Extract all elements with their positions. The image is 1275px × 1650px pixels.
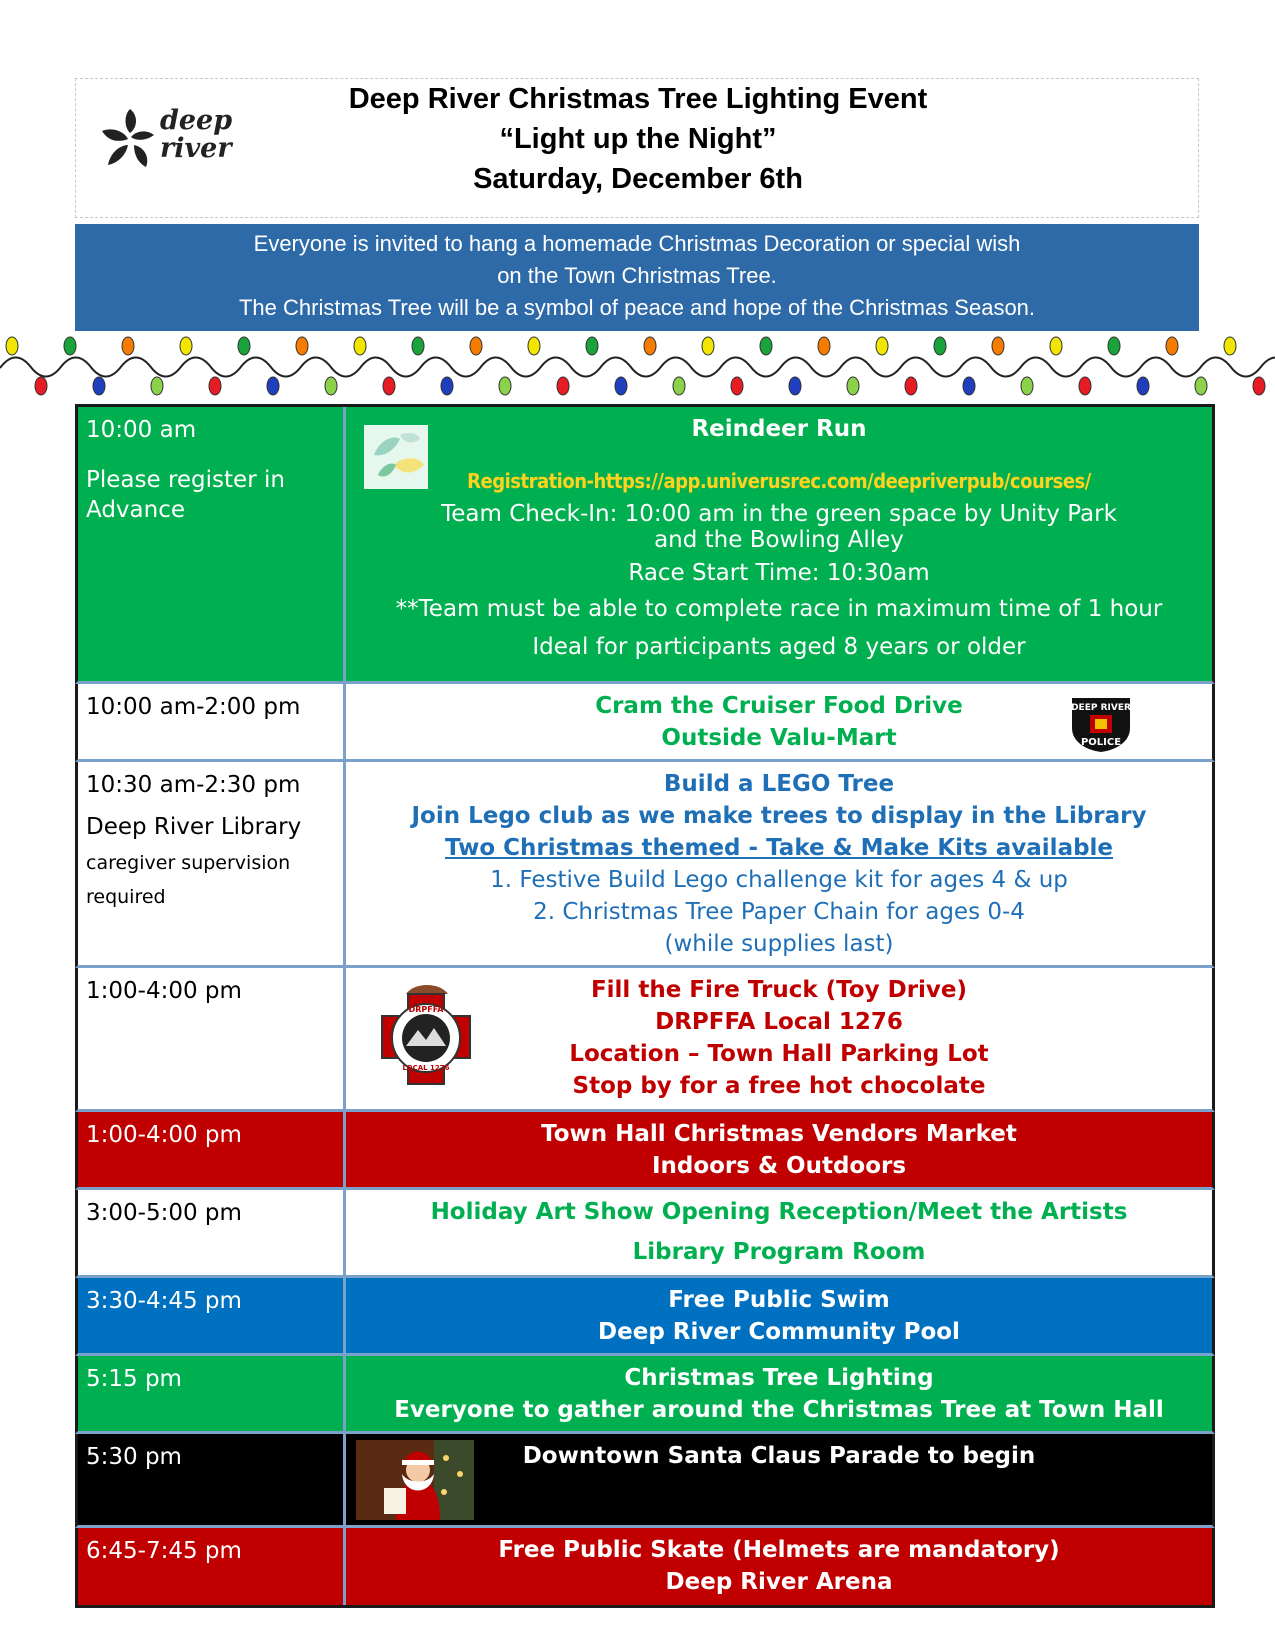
- time-cell: [78, 1434, 346, 1525]
- event-title: Fill the Fire Truck (Toy Drive): [590, 977, 968, 1003]
- light-bulb: [615, 377, 627, 395]
- event-cell: [346, 968, 1212, 1109]
- light-bulb: [1108, 337, 1120, 355]
- time-note-3: required: [86, 886, 166, 908]
- event-cell: [346, 1278, 1212, 1353]
- time-note: Deep River Library: [86, 814, 302, 840]
- event-title: Reindeer Run: [691, 416, 867, 442]
- event-detail-1: Everyone to gather around the Christmas Tree at Town Hall: [394, 1397, 1164, 1423]
- event-cell: [346, 1356, 1212, 1431]
- event-time: 3:00-5:00 pm: [86, 1200, 242, 1226]
- event-detail-5: Ideal for participants aged 8 years or older: [532, 634, 1026, 660]
- event-time: 10:00 am: [86, 417, 197, 443]
- light-bulb: [789, 377, 801, 395]
- light-bulb: [934, 337, 946, 355]
- time-cell: [78, 762, 346, 965]
- light-bulb: [238, 337, 250, 355]
- light-bulb: [1253, 377, 1265, 395]
- schedule-row-vendors-market: [75, 1112, 1215, 1190]
- logo-word-river: river: [160, 133, 232, 164]
- schedule-row-santa-parade: [75, 1434, 1215, 1528]
- event-title: Cram the Cruiser Food Drive: [595, 693, 963, 719]
- event-detail-4: **Team must be able to complete race in maximum time of 1 hour: [395, 596, 1163, 622]
- light-bulb: [876, 337, 888, 355]
- santa-claus-photo: [356, 1440, 474, 1520]
- schedule-row-lego-tree: [75, 762, 1215, 968]
- light-bulb: [35, 377, 47, 395]
- event-time: 5:15 pm: [86, 1366, 182, 1392]
- event-title: Town Hall Christmas Vendors Market: [541, 1121, 1017, 1147]
- logo-word-deep: deep: [160, 105, 233, 136]
- time-cell: [78, 1528, 346, 1605]
- event-time: 1:00-4:00 pm: [86, 1122, 242, 1148]
- event-title: Christmas Tree Lighting: [624, 1365, 934, 1391]
- event-cell: [346, 1190, 1212, 1275]
- time-cell: [78, 968, 346, 1109]
- schedule-row-public-skate: [75, 1528, 1215, 1608]
- schedule-row-fire-truck: [75, 968, 1215, 1112]
- light-bulb: [383, 377, 395, 395]
- firefighter-badge-icon: [370, 980, 482, 1096]
- time-cell: [78, 1190, 346, 1275]
- light-bulb: [412, 337, 424, 355]
- event-title: Free Public Skate (Helmets are mandatory): [498, 1537, 1060, 1563]
- light-bulb: [122, 337, 134, 355]
- light-bulb: [644, 337, 656, 355]
- event-detail-1: Library Program Room: [632, 1239, 926, 1265]
- event-detail-1: Indoors & Outdoors: [651, 1153, 907, 1179]
- time-note-2: caregiver supervision: [86, 852, 291, 874]
- leaf-logo-icon: [364, 425, 428, 489]
- light-bulb: [470, 337, 482, 355]
- event-detail-3: Race Start Time: 10:30am: [628, 560, 930, 586]
- light-bulb: [296, 337, 308, 355]
- light-bulb: [557, 377, 569, 395]
- event-title: Holiday Art Show Opening Reception/Meet the Artists: [430, 1199, 1128, 1225]
- light-bulb: [586, 337, 598, 355]
- event-detail-5: (while supplies last): [664, 931, 894, 957]
- banner-line-3: The Christmas Tree will be a symbol of peace and hope of the Christmas Season.: [238, 295, 1036, 320]
- event-time: 6:45-7:45 pm: [86, 1538, 242, 1564]
- event-cell: [346, 407, 1212, 681]
- banner-line-1: Everyone is invited to hang a homemade Christmas Decoration or special wish: [253, 231, 1021, 256]
- light-bulb: [499, 377, 511, 395]
- light-bulb: [180, 337, 192, 355]
- event-cell: [346, 1434, 1212, 1525]
- event-tagline: “Light up the Night”: [499, 123, 777, 155]
- light-bulb: [1021, 377, 1033, 395]
- event-detail-3: Stop by for a free hot chocolate: [572, 1073, 986, 1099]
- time-cell: [78, 407, 346, 681]
- event-detail-3: 1. Festive Build Lego challenge kit for ages 4 & up: [490, 867, 1068, 893]
- event-cell: [346, 684, 1212, 759]
- event-detail-4: 2. Christmas Tree Paper Chain for ages 0-4: [533, 899, 1025, 925]
- police-badge-icon: [1068, 688, 1134, 754]
- event-time: 5:30 pm: [86, 1444, 182, 1470]
- light-bulb: [673, 377, 685, 395]
- light-bulb: [905, 377, 917, 395]
- light-bulb: [992, 337, 1004, 355]
- event-detail-1: Join Lego club as we make trees to display in the Library: [411, 803, 1147, 829]
- event-time: 10:30 am-2:30 pm: [86, 772, 301, 798]
- light-bulb: [1166, 337, 1178, 355]
- event-cell: [346, 1528, 1212, 1605]
- light-bulb: [93, 377, 105, 395]
- event-time: 3:30-4:45 pm: [86, 1288, 242, 1314]
- registration-link[interactable]: Registration-https://app.univerusrec.com/deepriverpub/courses/: [467, 469, 1091, 493]
- event-detail-2: Location – Town Hall Parking Lot: [569, 1041, 989, 1067]
- schedule-row-public-swim: [75, 1278, 1215, 1356]
- light-bulb: [354, 337, 366, 355]
- light-bulb: [963, 377, 975, 395]
- event-cell: [346, 1112, 1212, 1187]
- light-bulb: [1195, 377, 1207, 395]
- light-bulb: [151, 377, 163, 395]
- light-bulb: [1079, 377, 1091, 395]
- event-title: Free Public Swim: [668, 1287, 890, 1313]
- banner-line-2: on the Town Christmas Tree.: [497, 263, 777, 288]
- schedule-row-food-drive: [75, 684, 1215, 762]
- event-title: Deep River Christmas Tree Lighting Event: [348, 83, 928, 115]
- event-title: Downtown Santa Claus Parade to begin: [522, 1443, 1036, 1469]
- light-bulb: [325, 377, 337, 395]
- light-bulb: [731, 377, 743, 395]
- light-bulb: [267, 377, 279, 395]
- light-bulb: [6, 337, 18, 355]
- light-bulb: [1224, 337, 1236, 355]
- light-bulb: [1050, 337, 1062, 355]
- time-cell: [78, 1112, 346, 1187]
- event-detail-1: DRPFFA Local 1276: [655, 1009, 903, 1035]
- event-detail-1: Deep River Arena: [665, 1569, 893, 1595]
- schedule-row-tree-lighting: [75, 1356, 1215, 1434]
- schedule-row-art-show: [75, 1190, 1215, 1278]
- event-date: Saturday, December 6th: [473, 163, 803, 195]
- time-cell: [78, 1356, 346, 1431]
- light-bulb: [64, 337, 76, 355]
- event-detail-1: Outside Valu-Mart: [661, 725, 897, 751]
- light-bulb: [528, 337, 540, 355]
- header: [75, 78, 1199, 218]
- event-cell: [346, 762, 1212, 965]
- schedule-row-reindeer-run: [75, 404, 1215, 684]
- event-time: 1:00-4:00 pm: [86, 978, 242, 1004]
- time-note: Please register in Advance: [86, 467, 285, 523]
- event-title: Build a LEGO Tree: [663, 771, 895, 797]
- light-bulb: [209, 377, 221, 395]
- badge-text-top: DEEP RIVER: [1071, 703, 1131, 713]
- badge-text-bottom: POLICE: [1080, 737, 1122, 748]
- light-bulb: [847, 377, 859, 395]
- event-detail-1: Deep River Community Pool: [598, 1319, 960, 1345]
- light-bulb: [760, 337, 772, 355]
- light-bulb: [1137, 377, 1149, 395]
- event-time: 10:00 am-2:00 pm: [86, 694, 301, 720]
- light-bulb: [818, 337, 830, 355]
- badge-text-top: DRPFFA: [408, 1005, 444, 1014]
- garland-wire: [0, 357, 1275, 376]
- christmas-lights-garland: [0, 328, 1275, 403]
- event-detail-2: and the Bowling Alley: [654, 527, 904, 553]
- badge-text-bottom: LOCAL 1276: [402, 1064, 450, 1072]
- time-cell: [78, 684, 346, 759]
- light-bulb: [441, 377, 453, 395]
- event-detail-2: Two Christmas themed - Take & Make Kits available: [444, 835, 1114, 861]
- time-cell: [78, 1278, 346, 1353]
- light-bulb: [702, 337, 714, 355]
- invitation-banner: [75, 224, 1199, 331]
- event-detail-1: Team Check-In: 10:00 am in the green space by Unity Park: [441, 501, 1117, 527]
